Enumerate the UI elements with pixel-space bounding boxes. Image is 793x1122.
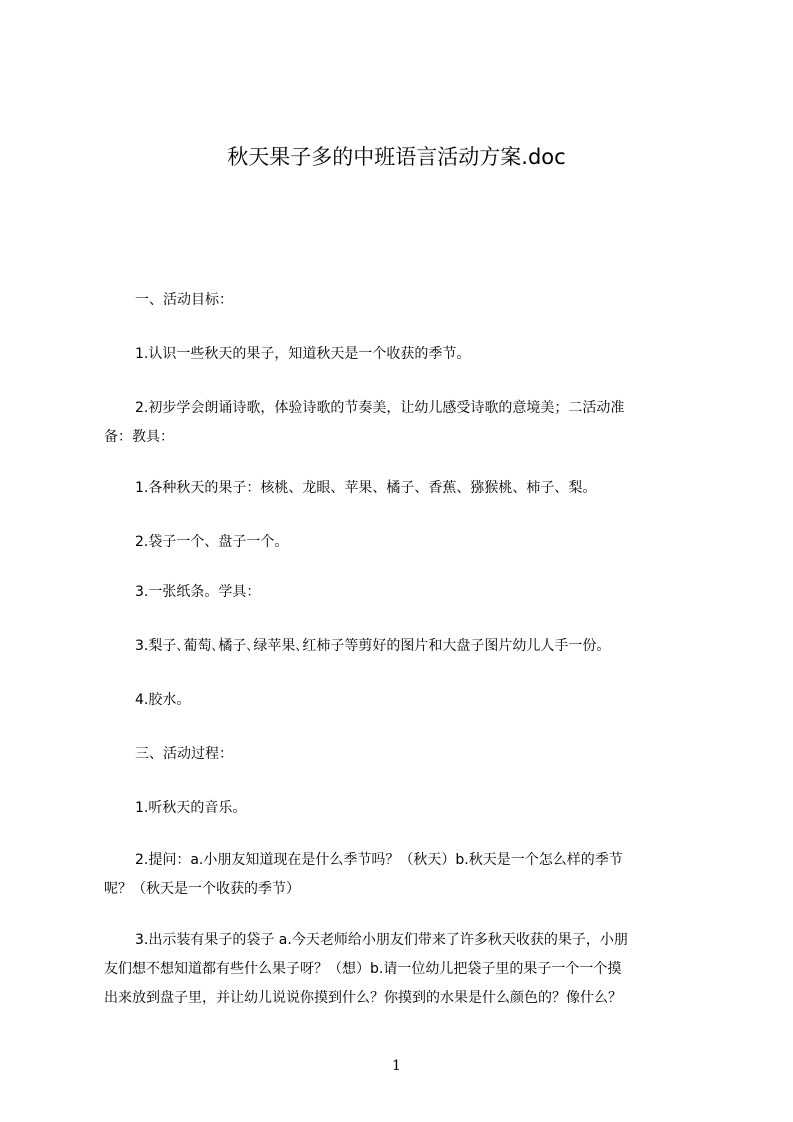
paragraph-goal-2 [104, 394, 704, 452]
document-title: 秋天果子多的中班语言活动方案.doc [227, 145, 566, 169]
paragraph-process-heading [104, 740, 704, 769]
paragraph-line: 3.一张纸条。学具： [135, 584, 261, 600]
paragraph-materials-3 [104, 578, 704, 607]
paragraph-line: 1.听秋天的音乐。 [135, 800, 247, 816]
paragraph-line: 友们想不想知道都有些什么果子呀？（想）b.请一位幼儿把袋子里的果子一个一个摸 [104, 961, 622, 977]
paragraph-goal-1 [104, 340, 704, 369]
paragraph-line: 三、活动过程： [135, 746, 233, 762]
paragraph-materials-1 [104, 474, 704, 503]
paragraph-goals-heading [104, 286, 704, 315]
paragraph-line: 备：教具： [104, 429, 174, 445]
paragraph-line: 1.各种秋天的果子：核桃、龙眼、苹果、橘子、香蕉、猕猴桃、柿子、梨。 [135, 480, 597, 496]
paragraph-process-1 [104, 794, 704, 823]
paragraph-line: 呢？（秋天是一个收获的季节） [104, 881, 300, 897]
paragraph-line: 3.出示装有果子的袋子 a.今天老师给小朋友们带来了许多秋天收获的果子，小朋 [135, 932, 628, 948]
paragraph-line: 出来放到盘子里，并让幼儿说说你摸到什么？你摸到的水果是什么颜色的？像什么？ [104, 990, 622, 1006]
paragraph-line: 3.梨子､葡萄､橘子､绿苹果､红柿子等剪好的图片和大盘子图片幼儿人手一份。 [135, 638, 611, 654]
page-number: 1 [392, 1058, 401, 1074]
paragraph-line: 一、活动目标： [135, 292, 233, 308]
paragraph-materials-2 [104, 528, 704, 557]
paragraph-line: 2.袋子一个、盘子一个。 [135, 534, 289, 550]
paragraph-learning-materials-4 [104, 686, 704, 715]
paragraph-process-2 [104, 846, 704, 904]
paragraph-process-3 [104, 926, 704, 1013]
paragraph-line: 4.胶水。 [135, 692, 191, 708]
paragraph-line: 2.提问：a.小朋友知道现在是什么季节吗？（秋天）b.秋天是一个怎么样的季节 [135, 852, 623, 868]
paragraph-line: 2.初步学会朗诵诗歌，体验诗歌的节奏美，让幼儿感受诗歌的意境美；二活动准 [135, 400, 625, 416]
paragraph-learning-materials-3 [104, 632, 704, 661]
paragraph-line: 1.认识一些秋天的果子，知道秋天是一个收获的季节。 [135, 346, 471, 362]
